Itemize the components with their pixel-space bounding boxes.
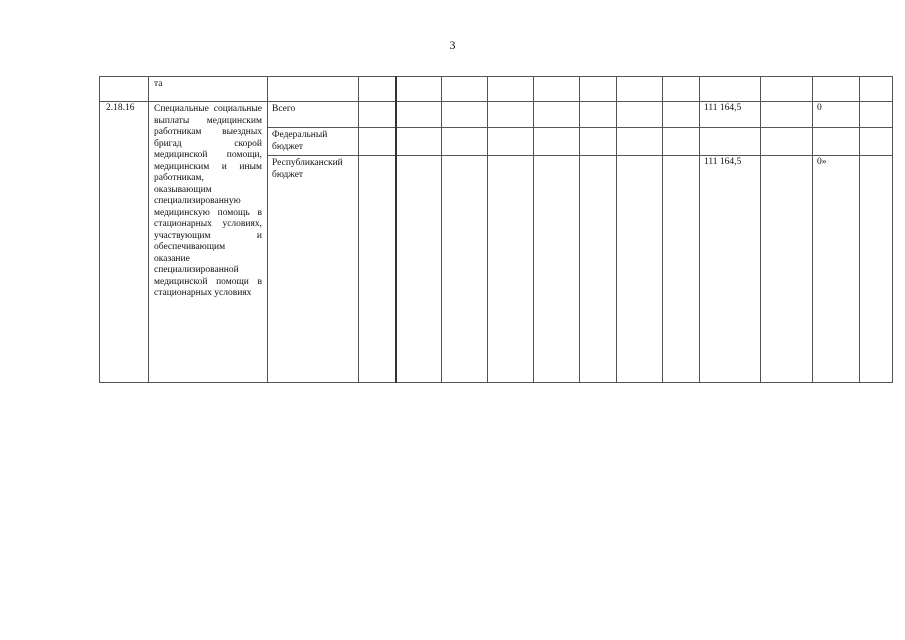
- cell-empty: [442, 102, 488, 128]
- cell-empty: [359, 77, 396, 102]
- cell-empty: [700, 77, 761, 102]
- continuation-text: та: [149, 77, 268, 102]
- cell-empty: [617, 156, 663, 383]
- cell-empty: [617, 77, 663, 102]
- table-row-continuation: [100, 77, 893, 102]
- value-cell: [813, 128, 860, 156]
- cell-empty: [268, 77, 359, 102]
- cell-empty: [860, 77, 893, 102]
- cell-empty: [534, 77, 580, 102]
- cell-empty: [663, 128, 700, 156]
- cell-empty: [396, 128, 442, 156]
- cell-empty: [534, 156, 580, 383]
- cell-empty: [488, 156, 534, 383]
- cell-empty: [442, 77, 488, 102]
- cell-empty: [359, 156, 396, 383]
- cell-empty: [761, 128, 813, 156]
- cell-empty: [663, 102, 700, 128]
- amount-cell: [700, 128, 761, 156]
- row-number: 2.18.16: [100, 102, 149, 383]
- cell-empty: [761, 156, 813, 383]
- cell-empty: [534, 102, 580, 128]
- row-description: Специальные социальные выплаты медицинским работникам выездных бригад скорой медицинской помощи, медицинским и иным работникам, оказывающим специализированную медицинскую помощь в стационарных условиях, участвующим и обеспечивающим оказание специализированной медицинской помощи в стационарных условиях: [149, 102, 268, 383]
- source-name: Всего: [268, 102, 359, 128]
- cell-empty: [580, 128, 617, 156]
- cell-empty: [580, 102, 617, 128]
- cell-empty: [617, 102, 663, 128]
- cell-empty: [396, 77, 442, 102]
- cell-empty: [442, 156, 488, 383]
- cell-empty: [396, 156, 442, 383]
- cell-empty: [488, 102, 534, 128]
- cell-empty: [396, 102, 442, 128]
- cell-empty: [442, 128, 488, 156]
- cell-empty: [860, 102, 893, 128]
- value-cell: 0: [813, 102, 860, 128]
- cell-empty: [761, 102, 813, 128]
- cell-empty: [100, 77, 149, 102]
- cell-empty: [359, 102, 396, 128]
- budget-table: [99, 76, 893, 383]
- cell-empty: [663, 77, 700, 102]
- cell-empty: [617, 128, 663, 156]
- cell-empty: [488, 128, 534, 156]
- cell-empty: [534, 128, 580, 156]
- table-row-total: [100, 102, 893, 128]
- cell-empty: [580, 77, 617, 102]
- cell-empty: [813, 77, 860, 102]
- cell-empty: [488, 77, 534, 102]
- cell-empty: [860, 128, 893, 156]
- value-cell: 0»: [813, 156, 860, 383]
- page-number: 3: [449, 38, 456, 52]
- cell-empty: [359, 128, 396, 156]
- cell-empty: [663, 156, 700, 383]
- source-name: Федеральный бюджет: [268, 128, 359, 156]
- amount-cell: 111 164,5: [700, 102, 761, 128]
- cell-empty: [580, 156, 617, 383]
- cell-empty: [761, 77, 813, 102]
- cell-empty: [860, 156, 893, 383]
- amount-cell: 111 164,5: [700, 156, 761, 383]
- source-name: Республиканский бюджет: [268, 156, 359, 383]
